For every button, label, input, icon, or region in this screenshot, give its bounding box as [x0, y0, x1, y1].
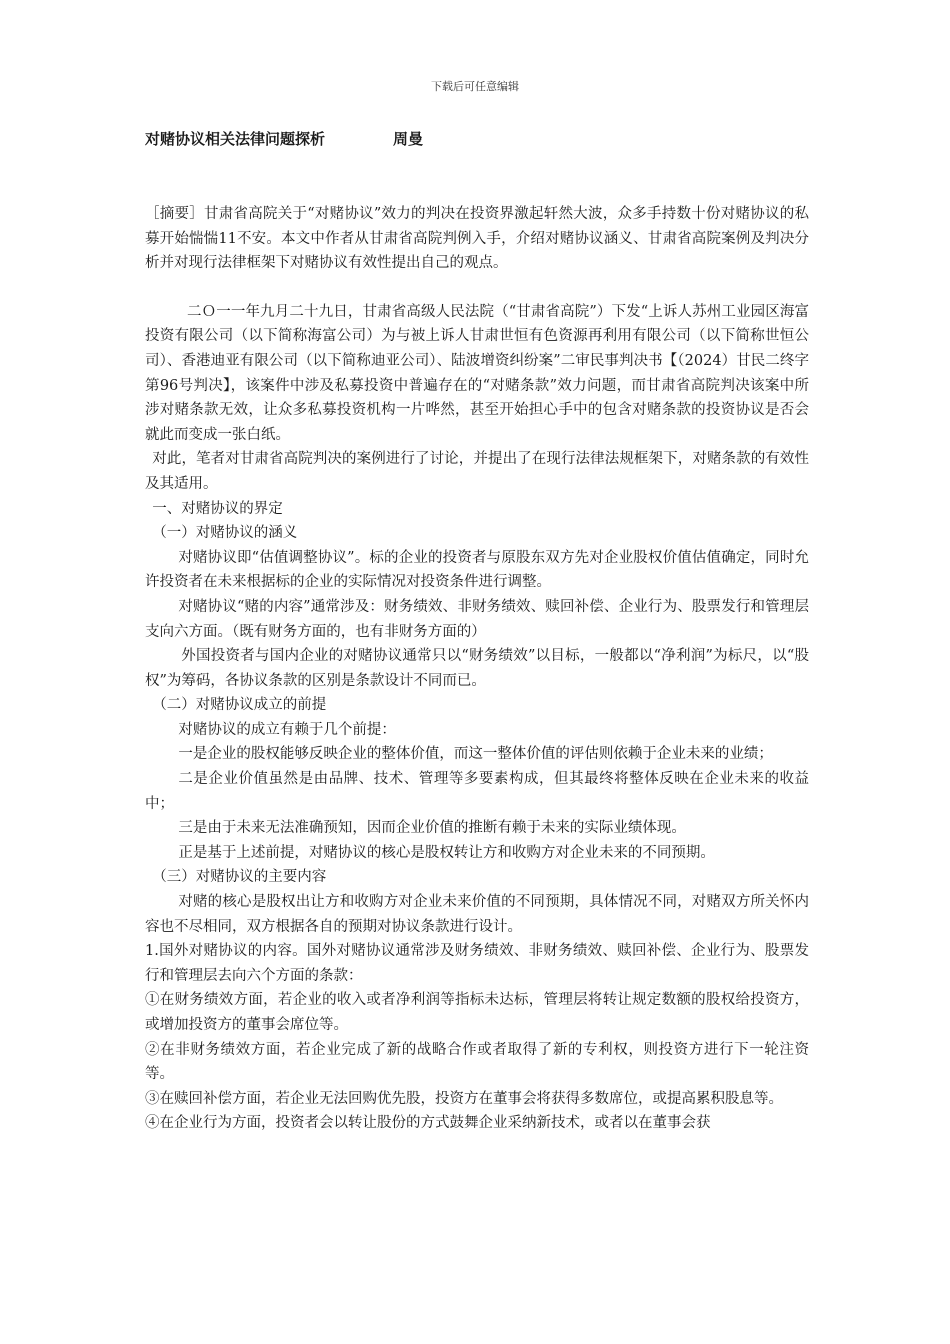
- subsection-heading: （三）对赌协议的主要内容: [152, 869, 327, 886]
- section-heading: 一、对赌协议的界定: [152, 500, 283, 517]
- page-header-note: 下载后可任意编辑: [431, 80, 519, 93]
- list-item: ②在非财务绩效方面，若企业完成了新的战略合作或者取得了新的专利权，则投资方进行下一轮注资等。: [145, 1041, 809, 1083]
- body-paragraph: 外国投资者与国内企业的对赌协议通常只以“财务绩效”以目标，一般都以“净利润”为标尺，以“股权”为筹码，各协议条款的区别是条款设计不同而已。: [145, 648, 809, 689]
- list-item: ④在企业行为方面，投资者会以转让股份的方式鼓舞企业采纳新技术，或者以在董事会获: [145, 1115, 711, 1132]
- body-paragraph: 对赌协议的成立有赖于几个前提：: [178, 721, 396, 738]
- body-paragraph: 1.国外对赌协议的内容。国外对赌协议通常涉及财务绩效、非财务绩效、赎回补偿、企业行为、股票发行和管理层去向六个方面的条款：: [145, 943, 809, 984]
- author-name: 周曼: [393, 130, 424, 148]
- document-title: 对赌协议相关法律问题探析: [145, 130, 326, 148]
- body-paragraph: 正是基于上述前提，对赌协议的核心是股权转让方和收购方对企业未来的不同预期。: [178, 844, 715, 861]
- list-item: ③在赎回补偿方面，若企业无法回购优先股，投资方在董事会将获得多数席位，或提高累积股息等。: [145, 1090, 783, 1107]
- body-paragraph: 对赌协议即“估值调整协议”。标的企业的投资者与原股东双方先对企业股权价值估值确定，同时允许投资者在未来根据标的企业的实际情况对投资条件进行调整。: [145, 549, 809, 591]
- document-title-row: [145, 128, 423, 149]
- subsection-heading: （一）对赌协议的涵义: [152, 525, 298, 542]
- body-paragraph: 对此，笔者对甘肃省高院判决的案例进行了讨论，并提出了在现行法律法规框架下，对赌条款的有效性及其适用。: [145, 451, 809, 492]
- body-paragraph: 对赌协议“赌的内容”通常涉及：财务绩效、非财务绩效、赎回补偿、企业行为、股票发行和管理层支向六方面。（既有财务方面的，也有非财务方面的）: [145, 598, 809, 640]
- body-paragraph: 一是企业的股权能够反映企业的整体价值，而这一整体价值的评估则依赖于企业未来的业绩；: [178, 746, 773, 763]
- body-paragraph: 二Ｏ一一年九月二十九日，甘肃省高级人民法院（“甘肃省高院”）下发“上诉人苏州工业园区海富投资有限公司（以下简称海富公司）为与被上诉人甘肃世恒有色资源再利用有限公司（以下简称世恒公司）、香港迪亚有限公司（以下简称迪亚公司）、陆波增资纠纷案”二审民事判决书【（2024）甘民二终字第96号判决】，该案件中涉及私募投资中普遍存在的“对赌条款”效力问题，而甘肃省高院判决该案中所涉对赌条款无效，让众多私募投资机构一片哗然，甚至开始担心手中的包含对赌条款的投资协议是否会就此而变成一张白纸。: [145, 303, 809, 443]
- list-item: ①在财务绩效方面，若企业的收入或者净利润等指标未达标，管理层将转让规定数额的股权给投资方，或增加投资方的董事会席位等。: [145, 992, 809, 1033]
- paragraph-gap: [145, 276, 809, 300]
- subsection-heading: （二）对赌协议成立的前提: [152, 697, 327, 714]
- abstract-paragraph: ［摘要］甘肃省高院关于“对赌协议”效力的判决在投资界激起轩然大波，众多手持数十份对赌协议的私募开始惴惴11不安。本文中作者从甘肃省高院判例入手，介绍对赌协议涵义、甘肃省高院案例及判决分析并对现行法律框架下对赌协议有效性提出自己的观点。: [145, 206, 809, 272]
- document-body: [145, 202, 809, 1136]
- body-paragraph: 三是由于未来无法准确预知，因而企业价值的推断有赖于未来的实际业绩体现。: [178, 820, 686, 837]
- body-paragraph: 二是企业价值虽然是由品牌、技术、管理等多要素构成，但其最终将整体反映在企业未来的收益中；: [145, 771, 809, 812]
- body-paragraph: 对赌的核心是股权出让方和收购方对企业未来价值的不同预期，具体情况不同，对赌双方所关怀内容也不尽相同，双方根据各自的预期对协议条款进行设计。: [145, 894, 809, 935]
